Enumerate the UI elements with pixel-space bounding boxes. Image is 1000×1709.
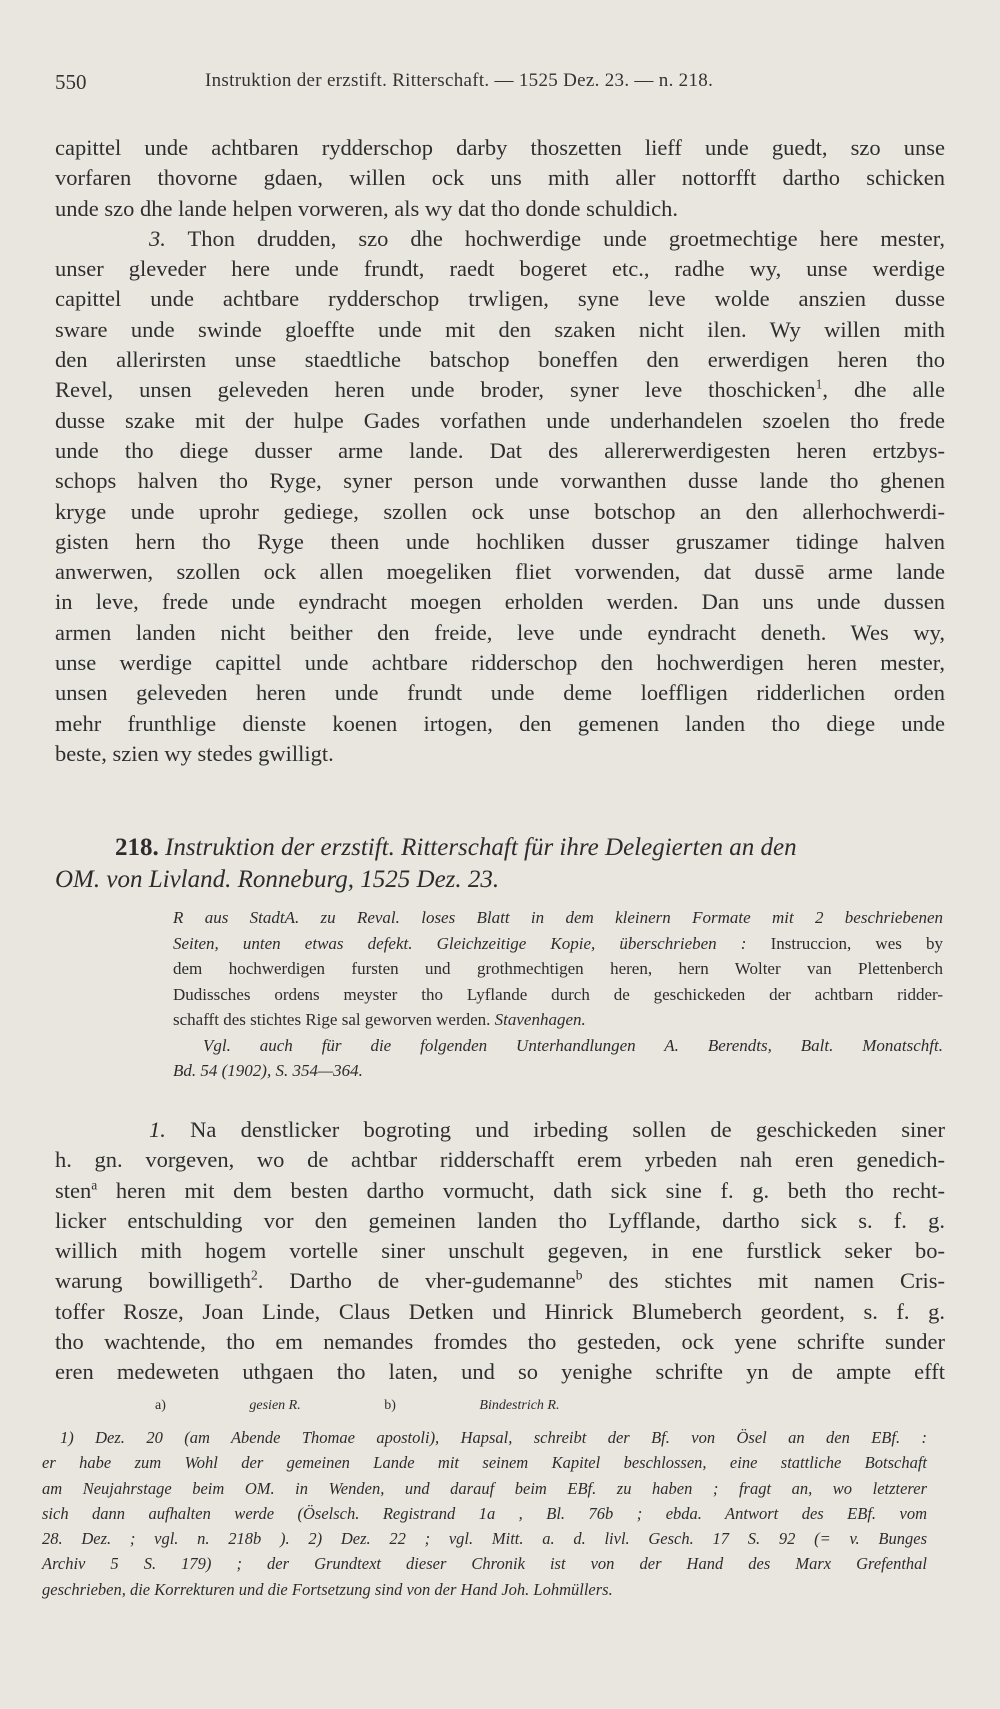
text-line: licker entschulding vor den gemeinen landen tho Lyfflande, dartho sick s. f. g. [55,1207,945,1233]
footnote-line: er habe zum Wohl der gemeinen Lande mit seinem Kapitel beschlossen, eine stattliche Botschaft [42,1453,927,1473]
text-line: unde szo dhe lande helpen vorweren, als wy dat tho donde schuldich. [55,195,678,221]
text-line: Revel, unsen geleveden heren unde broder, syner leve thoschicken$^1$, dhe alle [55,376,945,403]
paragraph-instruction [55,1115,945,1388]
text-line: beste, szien wy stedes gwilligt. [55,740,334,766]
text-line: warung bowilligeth$^2$. Dartho de vher-gudemanne$^b$ des stichtes mit namen Cris- [55,1267,945,1294]
text-line: anwerwen, szollen ock allen moegeliken fliet vorwenden, dat dussē arme lande [55,559,945,585]
text-line: gisten hern tho Ryge theen unde hochliken dusser gruszamer tidinge halven [55,528,945,554]
paragraph-continuation [55,133,945,769]
textual-note-a: a) gesien R. [155,1398,301,1413]
reference-line: Bd. 54 (1902), S. 354—364. [173,1061,363,1080]
source-line: schafft des stichtes Rige sal geworven werden. Stavenhagen. [173,1010,586,1029]
section-heading [55,832,945,896]
text-line: unde tho diege dusser arme lande. Dat des allererwerdigesten heren ertzbys- [55,437,945,463]
footnote-line: geschrieben, die Korrekturen und die Fortsetzung sind von der Hand Joh. Lohmüllers. [42,1579,613,1599]
text-line: h. gn. vorgeven, wo de achtbar ridderschafft erem yrbeden nah eren genedich- [55,1147,945,1173]
textual-notes [155,1398,640,1414]
text-line: vorfaren thovorne gdaen, willen ock uns mith aller nottorfft dartho schicken [55,165,945,191]
text-line: in leve, frede unde eyndracht moegen erholden werden. Dan uns unde dussen [55,589,945,615]
text-line: capittel unde achtbare rydderschop trwligen, syne leve wolde anszien dusse [55,286,945,312]
text-line: unser gleveder here unde frundt, raedt bogeret etc., radhe wy, unse werdige [55,256,945,282]
text-line: sten$^a$ heren mit dem besten dartho vormucht, dath sick sine f. g. beth tho recht- [55,1177,945,1203]
text-line: willich mith hogem vortelle siner unschult gegeven, in ene furstlick seker bo- [55,1238,945,1264]
text-line: sware unde swinde gloeffte unde mit den szaken nicht ilen. Wy willen mith [55,316,945,342]
footnote-ref: b [575,1267,583,1283]
text-line: tho wachtende, tho em nemandes fromdes tho gesteden, ock yene schrifte sunder [55,1329,945,1355]
reference-line: Vgl. auch für die folgenden Unterhandlungen A. Berendts, Balt. Monatschft. [203,1035,943,1055]
section-title-line: 218. Instruktion der erzstift. Ritterschaft für ihre Delegierten an den [115,834,797,861]
footnote-line: 28. Dez. ; vgl. n. 218b ). 2) Dez. 22 ; vgl. Mitt. a. d. livl. Gesch. 17 S. 92 (= v. Bunges [42,1529,927,1549]
footnote-line: 1) Dez. 20 (am Abende Thomae apostoli), Hapsal, schreibt der Bf. von Ösel an den EBf. : [60,1428,927,1447]
text-line: schops halven tho Ryge, syner person unde vorwanthen dusse lande tho ghenen [55,468,945,494]
source-line: Dudissches ordens meyster tho Lyflande durch de geschickeden der achtbarn ridder- [173,984,943,1004]
footnote-ref: 1 [815,376,823,392]
textual-note-b: b) Bindestrich R. [384,1398,560,1413]
text-line: unsen geleveden heren unde frundt unde deme loeffligen ridderlichen orden [55,680,945,706]
text-line: unse werdige capittel unde achtbare ridderschop den hochwerdigen heren mester, [55,650,945,676]
footnote-line: sich dann aufhalten werde (Öselsch. Registrand 1a , Bl. 76b ; ebda. Antwort des EBf. vom [42,1503,927,1523]
text-line: den allerirsten unse staedtliche batschop boneffen den erwerdigen heren tho [55,347,945,373]
text-line: armen landen nicht beither den freide, leve unde eyndracht deneth. Wes wy, [55,619,945,645]
text-line: toffer Rosze, Joan Linde, Claus Detken und Hinrick Blumeberch geordent, s. f. g. [55,1298,945,1324]
running-title: Instruktion der erzstift. Ritterschaft. — 1525 Dez. 23. — n. 218. [205,70,714,91]
footnotes [42,1425,927,1602]
section-number: 218. [115,834,159,861]
source-note [173,905,943,1084]
text-line: dusse szake mit der hulpe Gades vorfathen unde underhandelen szoelen tho frede [55,407,945,433]
footnote-ref: a [91,1177,98,1193]
source-line: Seiten, unten etwas defekt. Gleichzeitige Kopie, überschrieben : Instruccion, wes by [173,933,943,953]
page-number: 550 [55,70,87,94]
text-line: eren medeweten uthgaen tho laten, und so yenighe schrifte yn de ampte efft [55,1359,945,1385]
source-line: R aus StadtA. zu Reval. loses Blatt in dem kleinern Formate mit 2 beschriebenen [173,908,943,927]
text-line: 3. Thon drudden, szo dhe hochwerdige unde groetmechtige here mester, [149,225,946,251]
text-line: kryge unde uprohr gediege, szollen ock unse botschop an den allerhochwerdi- [55,498,945,524]
footnote-line: Archiv 5 S. 179) ; der Grundtext dieser Chronik ist von der Hand des Marx Grefenthal [42,1554,927,1574]
section-title-line: OM. von Livland. Ronneburg, 1525 Dez. 23. [55,866,500,893]
text-line: capittel unde achtbaren rydderschop darby thoszetten lieff unde guedt, szo unse [55,135,945,160]
footnote-ref: 2 [250,1267,258,1283]
footnote-line: am Neujahrstage beim OM. in Wenden, und darauf beim EBf. zu haben ; fragt an, wo letzterer [42,1478,927,1498]
item-number: 3. [149,225,166,251]
item-number: 1. [149,1117,166,1142]
text-line: 1. Na denstlicker bogroting und irbeding sollen de geschickeden siner [149,1117,945,1142]
source-line: dem hochwerdigen fursten und grothmechtigen heren, hern Wolter van Plettenberch [173,959,943,978]
text-line: mehr frunthlige dienste koenen irtogen, den gemenen landen tho diege unde [55,710,945,736]
